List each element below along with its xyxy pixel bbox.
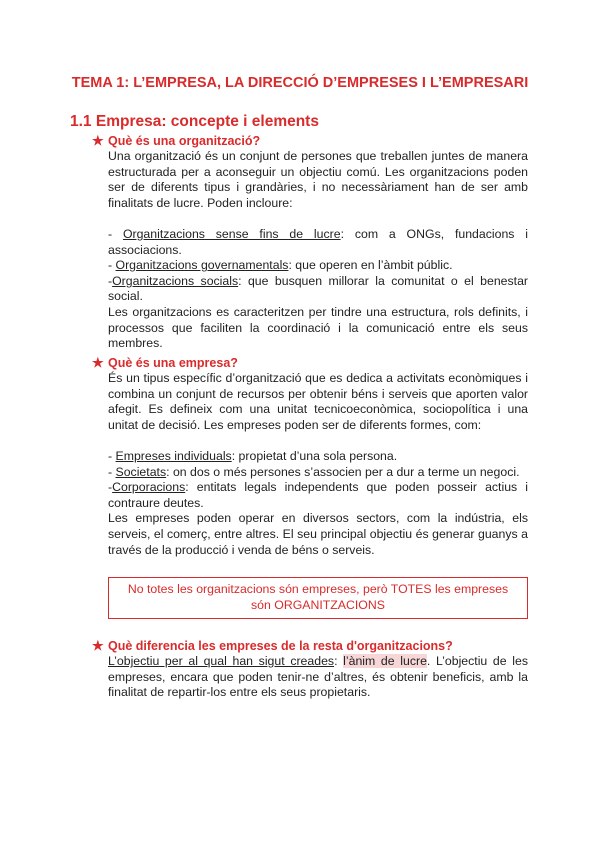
callout-text: No totes les organitzacions són empreses, però TOTES les empreses són ORGANITZACIONS <box>127 582 509 612</box>
organization-section-body <box>108 149 528 352</box>
list-item-term: Organitzacions socials <box>112 273 239 288</box>
question-heading-difference <box>92 638 453 654</box>
list-item: - Organitzacions governamentals: que operen en l’àmbit públic. <box>108 258 453 273</box>
list-item: -Organitzacions socials: que busquen millorar la comunitat o el benestar social. <box>108 273 529 304</box>
list-item-term: Organitzacions sense fins de lucre <box>122 226 341 241</box>
question-heading-text: Què és una organització? <box>108 134 261 148</box>
company-section-body <box>108 371 528 558</box>
list-item-term: Societats <box>115 464 167 479</box>
highlighted-term: l’ànim de lucre <box>343 654 427 668</box>
callout-box <box>108 577 528 619</box>
difference-rest: . L’objectiu de les empreses, encara que poden tenir-ne d’altres, és obtenir beneficis, amb la finalitat de repartir-los entre els seus propietaris. <box>108 654 528 700</box>
section-heading: 1.1 Empresa: concepte i elements <box>70 113 319 130</box>
company-outro: Les empreses poden operar en diversos sectors, com la indústria, els serveis, el comerç, entre altres. El seu principal objectiu és generar guanys a través de la producció i venda de béns o serveis. <box>108 511 528 557</box>
list-item: -Corporacions: entitats legals independents que poden posseir actius i contraure deutes. <box>108 480 528 510</box>
difference-section-body <box>108 654 528 701</box>
list-item: - Organitzacions sense fins de lucre: com a ONGs, fundacions i associacions. <box>108 226 529 257</box>
list-item: - Societats: on dos o més persones s’associen per a dur a terme un negoci. <box>108 464 520 479</box>
question-heading-text: Què és una empresa? <box>108 356 238 370</box>
list-item: - Empreses individuals: propietat d’una sola persona. <box>108 448 398 463</box>
list-item-term: Corporacions <box>112 480 186 495</box>
difference-lead: L’objectiu per al qual han sigut creades <box>108 654 335 668</box>
list-item-term: Organitzacions governamentals <box>115 258 289 273</box>
star-icon: ★ <box>92 133 104 148</box>
star-icon: ★ <box>92 638 104 653</box>
list-item-term: Empreses individuals <box>115 448 232 463</box>
organization-outro: Les organitzacions es caracteritzen per tindre una estructura, rols definits, i processos que faciliten la coordinació i la comunicació entre els seus membres. <box>108 304 528 351</box>
question-heading-company <box>92 355 238 371</box>
question-heading-organization <box>92 133 260 149</box>
document-title: TEMA 1: L’EMPRESA, LA DIRECCIÓ D’EMPRESES I L’EMPRESARI <box>71 75 529 91</box>
company-intro: És un tipus específic d’organització que es dedica a activitats econòmiques i combina un conjunt de recursos per obtenir béns i serveis que aporten valor afegit. Es defineix com una unitat tecnicoeconòmica, sociopolítica i una unitat de decisió. Les empreses poden ser de diferents formes, com: <box>108 371 528 432</box>
star-icon: ★ <box>92 355 104 370</box>
organization-intro: Una organització és un conjunt de persones que treballen juntes de manera estructurada per a aconseguir un objectiu comú. Les organitzacions poden ser de diferents tipus i grandàries, i no necessàriament han de ser amb finalitats de lucre. Poden incloure: <box>108 149 528 210</box>
question-heading-text: Què diferencia les empreses de la resta d'organitzacions? <box>108 639 453 653</box>
difference-paragraph: L’objectiu per al qual han sigut creades: l’ànim de lucre. L’objectiu de les empreses, encara que poden tenir-ne d’altres, és obtenir beneficis, amb la finalitat de repartir-los entre els seus propietaris. <box>108 654 528 700</box>
